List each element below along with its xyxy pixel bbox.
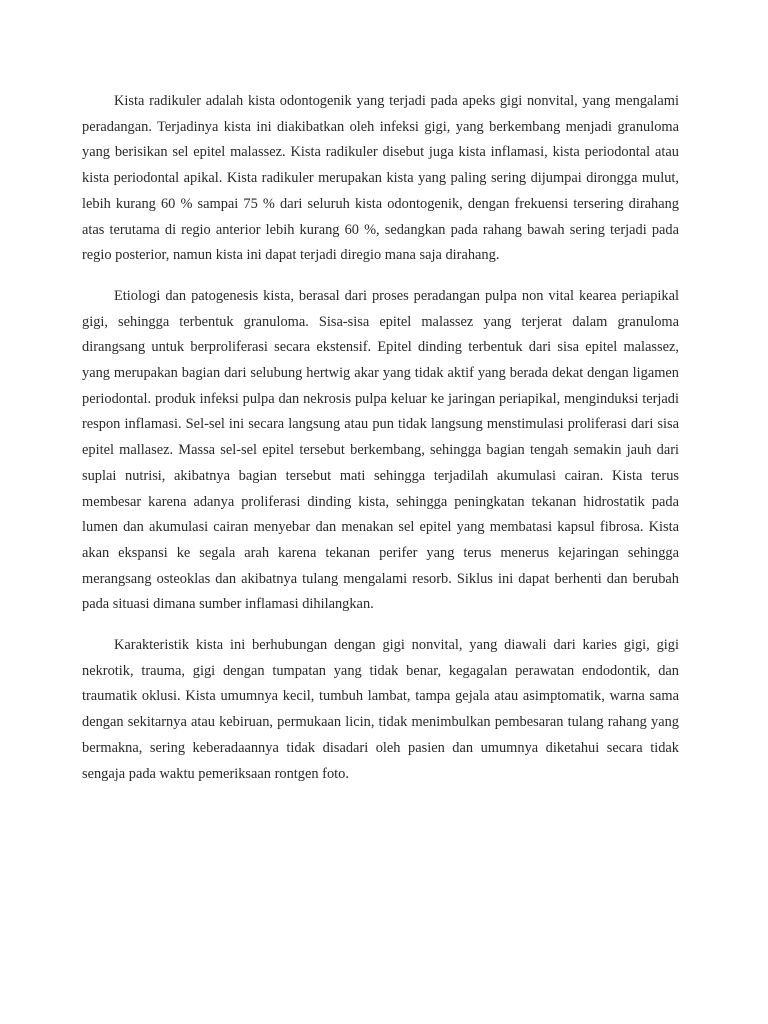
paragraph-etiology: Etiologi dan patogenesis kista, berasal dari proses peradangan pulpa non vital kearea periapikal gigi, sehingga terbentuk granuloma. Sisa-sisa epitel malassez yang terjerat dalam granuloma dirangsang untuk berproliferasi secara ekstensif. Epitel dinding terbentuk dari sisa epitel malassez, yang merupakan bagian dari selubung hertwig akar yang tidak aktif yang berada dekat dengan ligamen periodontal. produk infeksi pulpa dan nekrosis pulpa keluar ke jaringan periapikal, menginduksi terjadi respon inflamasi. Sel-sel ini secara langsung atau pun tidak langsung menstimulasi proliferasi dari sisa epitel mallasez. Massa sel-sel epitel tersebut berkembang, sehingga bagian tengah semakin jauh dari suplai nutrisi, akibatnya bagian tersebut mati sehingga terjadilah akumulasi cairan. Kista terus membesar karena adanya proliferasi dinding kista, sehingga peningkatan tekanan hidrostatik pada lumen dan akumulasi cairan menyebar dan menakan sel epitel yang membatasi kapsul fibrosa. Kista akan ekspansi ke segala arah karena tekanan perifer yang terus menerus kejaringan sehingga merangsang osteoklas dan akibatnya tulang mengalami resorb. Siklus ini dapat berhenti dan berubah pada situasi dimana sumber inflamasi dihilangkan. bbox=[82, 287, 679, 613]
document-body bbox=[82, 89, 679, 802]
paragraph-characteristics: Karakteristik kista ini berhubungan dengan gigi nonvital, yang diawali dari karies gigi, gigi nekrotik, trauma, gigi dengan tumpatan yang tidak benar, kegagalan perawatan endodontik, dan traumatik oklusi. Kista umumnya kecil, tumbuh lambat, tampa gejala atau asimptomatik, warna sama dengan sekitarnya atau kebiruan, permukaan licin, tidak menimbulkan pembesaran tulang rahang yang bermakna, sering keberadaannya tidak disadari oleh pasien dan umumnya diketahui secara tidak sengaja pada waktu pemeriksaan rontgen foto. bbox=[82, 637, 679, 782]
paragraph-definition: Kista radikuler adalah kista odontogenik yang terjadi pada apeks gigi nonvital, yang mengalami peradangan. Terjadinya kista ini diakibatkan oleh infeksi gigi, yang berkembang menjadi granuloma yang berisikan sel epitel malassez. Kista radikuler disebut juga kista inflamasi, kista periodontal atau kista periodontal apikal. Kista radikuler merupakan kista yang paling sering dijumpai dirongga mulut, lebih kurang 60 % sampai 75 % dari seluruh kista odontogenik, dengan frekuensi tersering dirahang atas terutama di regio anterior lebih kurang 60 %, sedangkan pada rahang bawah sering terjadi pada regio posterior, namun kista ini dapat terjadi diregio mana saja dirahang. bbox=[82, 93, 679, 264]
